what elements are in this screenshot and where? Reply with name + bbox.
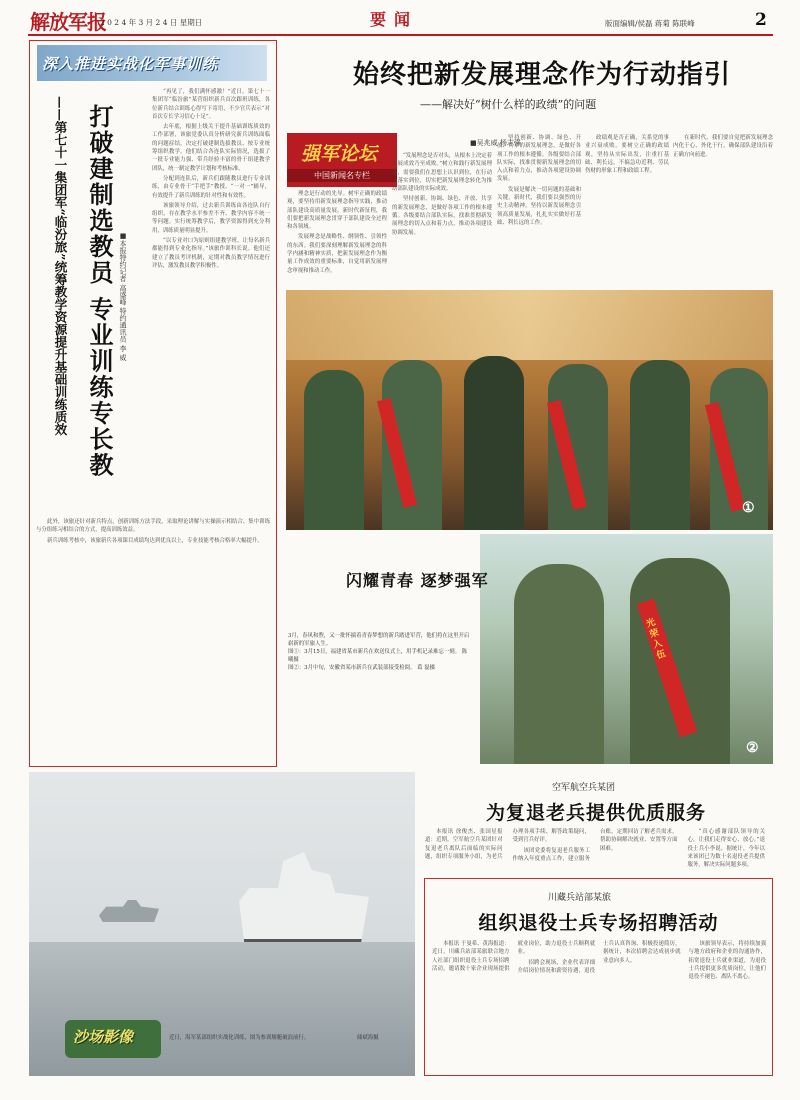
photo-ship-small: [99, 900, 159, 922]
paragraph: 本报讯 徐俊杰、张国星报道：近期，空军航空兵某团针对复退老兵离队后面临的实际问题，组织专项服务小组，为老兵办理各项手续、解答政策疑问，受到官兵好评。: [425, 829, 590, 860]
column-logo-name: 强军论坛: [301, 143, 378, 165]
paragraph: 去年底，根据上级关于提升基础训练质效的工作部署，该旅党委认真分析研究新兵训练面临的问题症结，决定打破建制选拔教员、按专业统筹组织教学。他们结合各连队实际情况，选拔了一批专业能力强、带兵经验丰富的骨干组建教学团队，统一制定教学计划和考核标准。: [152, 124, 270, 172]
paragraph: 该团党委将复退老兵服务工作纳入年度重点工作，建立服务台账，定期回访了解老兵需求，帮助协调解决就业、安置等方面困难。: [512, 829, 678, 862]
main-article-col-2: [392, 152, 492, 280]
main-article-col-5: [673, 134, 773, 280]
main-article-col-4: [585, 134, 669, 280]
paragraph: 招聘会现场，企业代表详细介绍岗位情况和薪资待遇，退役士兵认真咨询、积极投递简历。据统计，本次招聘会达成初步就业意向多人。: [517, 941, 681, 974]
left-article-byline: ■本报特约记者 高盛峰 特约通讯员 李 威: [119, 232, 127, 361]
section-title: 要闻: [370, 10, 419, 29]
main-article-title: 始终把新发展理念作为行动指引: [352, 60, 731, 90]
main-article-col-3: [497, 134, 581, 280]
photo-figure: [304, 370, 364, 530]
paragraph: 本报讯 于曼希、黄海报道：近日，川藏兵站部某旅联合地方人社部门组织退役士兵专场招聘活动，邀请数十家企业现场提供就业岗位，助力退役士兵顺利就业。: [432, 941, 595, 972]
photo-figure: [464, 356, 524, 530]
left-article-body-bottom: [36, 518, 270, 760]
photo-recruits-group: [286, 290, 773, 530]
photo-figure: [514, 564, 604, 764]
photo-feature-caption: [288, 632, 474, 672]
column-logo: [287, 133, 397, 187]
masthead: [0, 0, 800, 38]
left-article-subtitle: ——第七十一集团军“临汾旅”统筹教学资源提升基础训练质效: [53, 96, 68, 436]
paragraph: 发展是解决一切问题的基础和关键。新时代，我们要以强烈的历史主动精神，坚持以新发展理念引领高质量发展，扎扎实实做好打基础、利长远的工作。: [497, 186, 581, 226]
column-logo-subtitle: 中国新闻名专栏: [287, 169, 397, 182]
main-article-subtitle: ——解决好“树什么样的政绩”的问题: [420, 98, 597, 111]
left-article-title: 打破建制选教员 专业训练专长教: [85, 104, 114, 479]
newspaper-logo: 解放军报: [30, 10, 106, 34]
issue-date: 2 0 2 4 年 3 月 2 4 日 星期日: [100, 18, 203, 27]
service-article-body: [425, 828, 765, 874]
service-article-kicker: 空军航空兵某团: [552, 783, 616, 793]
paragraph: 坚持创新、协调、绿色、开放、共享的新发展理念，是做好各项工作的根本遵循。各级要结合部队实际，找准贯彻新发展理念的切入点和着力点，推动各项建设协调发展。: [497, 135, 581, 183]
photo-feature-title: 闪耀青春 逐梦强军: [346, 571, 489, 590]
paragraph: 新兵训练考核中，该旅新兵各项课目成绩均达到优良以上，专业技能考核合格率大幅提升。: [47, 537, 263, 544]
paragraph: 该旅领导介绍，过去新兵训练由各连队自行组织，存在教学水平参差不齐、教学内容不统一等问题。实行统筹教学后，教学资源得到充分利用，训练质量明显提升。: [152, 202, 270, 234]
photo-column-logo-text: 沙场影像: [73, 1028, 134, 1046]
caption-line: 图②：3月中旬，安徽省某市新兵在武装部接受检阅。 葛 磊摄: [288, 665, 436, 671]
paragraph: 政绩观是否正确，关系党的事业兴衰成败。要树立正确的政绩观，坚持从实际出发，注重打基础、利长远，不搞急功近利、劳民伤财的形象工程和政绩工程。: [585, 135, 669, 175]
paragraph: “发展理念是否对头，从根本上决定着发展成效乃至成败。”树立和践行新发展理念，需要我们在思想上认识到位，在行动上落实到位，切实把新发展理念转化为推动部队建设的实际成效。: [392, 153, 492, 193]
service-article-title: 为复退老兵提供优质服务: [485, 802, 706, 824]
photo-background-wall: [286, 290, 773, 360]
paragraph: 在新时代，我们要自觉把新发展理念内化于心、外化于行，确保部队建设沿着正确方向前进。: [673, 135, 773, 158]
paragraph: 分配到连队后，新兵们跟随教员进行专业训练，由专业骨干“手把手”教授、“一对一”辅导，有效提升了新兵训练的针对性和有效性。: [152, 175, 270, 199]
masthead-rule: [28, 34, 773, 36]
paragraph: 发展理念是战略性、纲领性、引领性的东西。我们要深刻理解新发展理念的科学内涵和精神实质，把新发展理念作为衡量工作成效的重要标准，自觉用新发展理念审视和推动工作。: [287, 234, 387, 274]
paragraph: 理念是行动的先导。树牢正确的政绩观，要坚持用新发展理念指导实践，推动部队建设高质量发展。新时代新征程，我们要把新发展理念贯穿于部队建设全过程和各领域。: [287, 191, 387, 231]
paragraph: “以专业对口为原则组建教学班，让每名新兵都能得到专业化指导。”该旅作训科长说。他们还建立了教员考评机制，定期对教员教学情况进行评估，激发教员教学积极性。: [152, 238, 270, 269]
photo-recruits-pair: [480, 534, 773, 764]
caption-intro: 3月，春风和煦，又一批怀揣着青春梦想的新兵踏进军营，他们将在这里开启崭新的军旅人生。: [288, 633, 470, 647]
photo-naval-ships: [29, 772, 415, 1076]
photo-marker: ②: [746, 740, 759, 756]
photo-marker: ①: [742, 500, 755, 516]
main-article-byline: ■吴兆威 杨志强: [470, 139, 521, 147]
paragraph: 坚持创新、协调、绿色、开放、共享的新发展理念，是做好各项工作的根本遵循。各级要结合部队实际，找准贯彻新发展理念的切入点和着力点，推动各项建设协调发展。: [392, 196, 492, 236]
paragraph: “再见了，我们满怀感激！”近日，第七十一集团军“临汾旅”某营组织新兵首次跟班训练，各位新兵结合训练心得写下寄语，不少官兵表示“对首次专长学习信心十足”。: [152, 89, 270, 120]
main-article-col-1: [287, 190, 387, 280]
photo-caption: 近日，海军某部组织实战化训练，图为参训舰艇破浪前行。: [169, 1035, 310, 1041]
paragraph: 此外，该旅还针对新兵特点，创新训练方法手段，采取理论讲解与实操演示相结合、集中训练与分组练习相结合的方式，提高训练效益。: [36, 519, 270, 534]
left-article-body-top: [152, 88, 270, 508]
page-number: 2: [755, 10, 767, 30]
page-editors: 版面编辑/侯磊 蒋菊 陈联峰: [605, 19, 695, 28]
photo-figure: [630, 360, 690, 530]
column-banner-text: 深入推进实战化军事训练: [42, 55, 219, 73]
recruit-article-title: 组织退役士兵专场招聘活动: [478, 912, 719, 934]
photo-ship-large: [239, 852, 369, 942]
photo-credit: 储斌海摄: [357, 1035, 379, 1041]
recruit-article-kicker: 川藏兵站部某旅: [548, 893, 612, 903]
recruit-article-body: [432, 940, 766, 1070]
paragraph: 该旅领导表示，将持续加强与地方政府和企业的沟通协作，拓宽退役士兵就业渠道，为退役士兵提供更多优质岗位，让他们退役不褪色、离队不离心。: [688, 941, 766, 981]
sash-text: 光荣入伍: [645, 617, 668, 662]
photo-column-logo: [65, 1020, 161, 1058]
caption-line: 图①：3月15日，福建省某市新兵在欢送仪式上，用手机记录难忘一刻。 陈 曦摄: [288, 649, 468, 663]
paragraph: “真心感谢部队领导的关心，让我们走得安心、放心。”退役士兵小李说。据统计，今年以来该团已为数十名退役老兵提供服务，解决实际问题多项。: [687, 829, 765, 869]
